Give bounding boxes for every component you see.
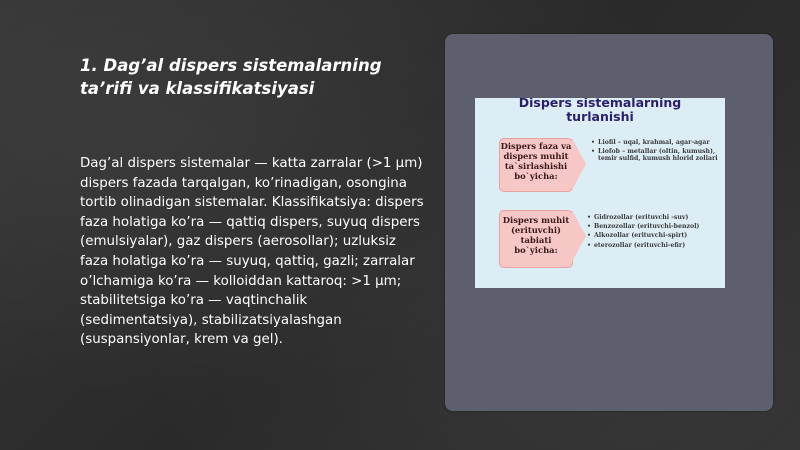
arrow-shape — [572, 138, 586, 190]
image-title — [475, 98, 725, 124]
list-item: • Liofil – uqal, krahmal, agar-agar — [591, 139, 721, 146]
box-line: dispers muhit — [503, 151, 569, 161]
list-item: • Alkozollar (erituvchi-spirt) — [587, 232, 721, 239]
list-item: • Gidrozollar (erituvchi -suv) — [587, 214, 721, 221]
box-line: Dispers faza va — [500, 141, 572, 151]
box-line: bo`yicha: — [514, 245, 558, 255]
list-item: • Benzozollar (erituvchi-benzol) — [587, 223, 721, 230]
box-line: (erituvchi) — [510, 225, 562, 235]
category-list-medium-nature — [587, 214, 721, 251]
category-list-phase-interaction — [591, 139, 721, 165]
list-item: • Liofob – metallar (oltin, kumush), temir sulfid, kumush hlorid zollari — [591, 148, 721, 162]
box-line: tabiati — [520, 235, 552, 245]
image-title-line-1: Dispers sistemalarning — [518, 98, 682, 110]
classification-image — [475, 98, 725, 288]
box-line: Dispers muhit — [502, 215, 570, 225]
image-title-line-2: turlanishi — [566, 109, 634, 124]
box-line: ta`sirlashishi — [504, 161, 568, 171]
category-box-medium-nature — [499, 210, 573, 268]
slide-body-text: Dag’al dispers sistemalar — katta zarralar (>1 μm) dispers fazada tarqalgan, ko’rinadigan, osongina tortib olinadigan sistemalar. Klassifikatsiya: dispers faza holatiga ko’ra — qattiq dispers, suyuq dispers (emulsiyalar), gaz dispers (aerosollar); uzluksiz faza holatiga ko’ra — suyuq, qattiq, gazli; zarralar o’lchamiga ko’ra — kolloiddan kattaroq: >1 μm; stabilitetsiga ko’ra — vaqtinchalik (sedimentatsiya), stabilizatsiyalashgan (suspansiyonlar, krem va gel). — [80, 156, 424, 348]
category-box-phase-interaction — [499, 138, 573, 192]
box-line: bo`yicha: — [514, 171, 558, 181]
arrow-shape — [572, 210, 586, 262]
list-item: • eterozollar (erituvchi-efir) — [587, 242, 721, 249]
slide-title: 1. Dag’al dispers sistemalarning ta’rifi va klassifikatsiyasi — [80, 56, 382, 98]
